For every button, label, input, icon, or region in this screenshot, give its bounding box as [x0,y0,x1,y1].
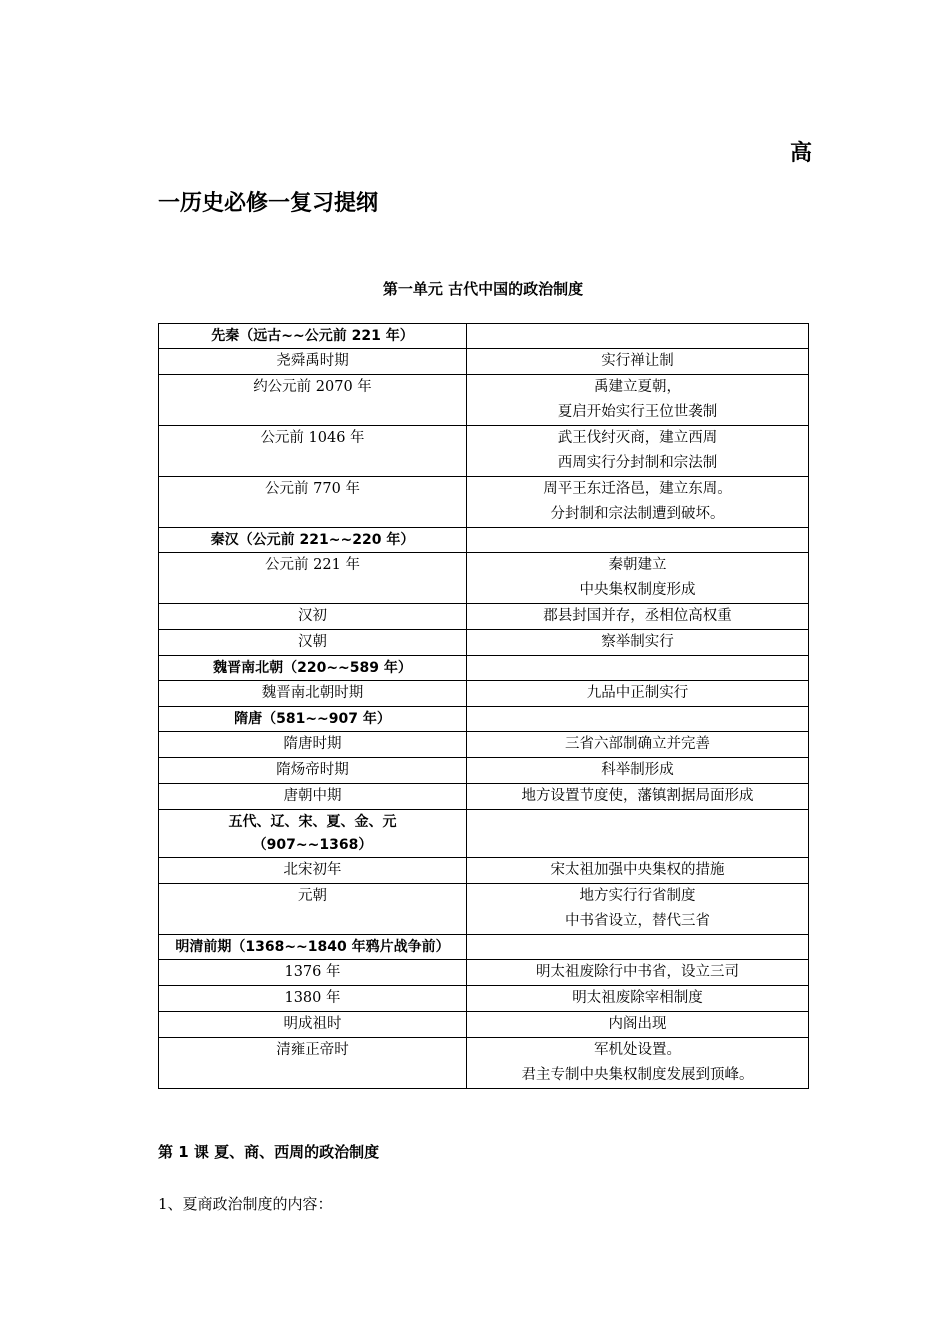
period-row [159,656,809,681]
time-cell: 北宋初年 [159,858,467,884]
event-cell: 郡县封国并存，丞相位高权重 [467,604,809,630]
table-row [159,858,809,884]
period-row [159,810,809,858]
document-title-part1: 高 [789,141,812,166]
event-cell: 周平王东迁洛邑，建立东周。 分封制和宗法制遭到破坏。 [467,477,809,528]
table-row [159,553,809,604]
table-row [159,884,809,935]
time-cell: 汉朝 [159,630,467,656]
time-cell: 1380 年 [159,986,467,1012]
table-row [159,375,809,426]
event-cell: 科举制形成 [467,758,809,784]
event-cell [467,656,809,681]
event-cell: 禹建立夏朝， 夏启开始实行王位世袭制 [467,375,809,426]
period-row [159,528,809,553]
table-row [159,784,809,810]
event-cell [467,810,809,858]
period-label: 明清前期（1368~~1840 年鸦片战争前） [159,935,467,960]
time-cell: 隋唐时期 [159,732,467,758]
table-row [159,681,809,707]
event-cell [467,707,809,732]
event-cell: 地方设置节度使，藩镇割据局面形成 [467,784,809,810]
time-cell: 元朝 [159,884,467,935]
history-outline-table [158,323,809,1089]
table-row [159,986,809,1012]
event-cell: 地方实行行省制度 中书省设立，替代三省 [467,884,809,935]
event-cell: 武王伐纣灭商，建立西周 西周实行分封制和宗法制 [467,426,809,477]
period-row [159,935,809,960]
table-row [159,732,809,758]
event-cell [467,324,809,349]
event-cell: 军机处设置。 君主专制中央集权制度发展到顶峰。 [467,1038,809,1089]
table-row [159,630,809,656]
section-item: 1、夏商政治制度的内容： [158,1195,333,1213]
table-row [159,1038,809,1089]
time-cell: 汉初 [159,604,467,630]
document-title-part2: 一历史必修一复习提纲 [158,191,379,216]
time-cell: 约公元前 2070 年 [159,375,467,426]
table-row [159,960,809,986]
table-row [159,604,809,630]
time-cell: 明成祖时 [159,1012,467,1038]
time-cell: 尧舜禹时期 [159,349,467,375]
period-row [159,324,809,349]
event-cell: 明太祖废除宰相制度 [467,986,809,1012]
time-cell: 公元前 221 年 [159,553,467,604]
period-label: 隋唐（581~~907 年） [159,707,467,732]
table-row [159,477,809,528]
time-cell: 魏晋南北朝时期 [159,681,467,707]
event-cell: 宋太祖加强中央集权的措施 [467,858,809,884]
period-label: 秦汉（公元前 221~~220 年） [159,528,467,553]
period-row [159,707,809,732]
event-cell: 三省六部制确立并完善 [467,732,809,758]
event-cell: 明太祖废除行中书省，设立三司 [467,960,809,986]
event-cell: 秦朝建立 中央集权制度形成 [467,553,809,604]
lesson-title: 第 1 课 夏、商、西周的政治制度 [158,1143,380,1161]
table-row [159,426,809,477]
event-cell [467,528,809,553]
time-cell: 公元前 770 年 [159,477,467,528]
time-cell: 1376 年 [159,960,467,986]
table-row [159,1012,809,1038]
period-label: 五代、辽、宋、夏、金、元 （907~~1368） [159,810,467,858]
table-row [159,349,809,375]
time-cell: 隋炀帝时期 [159,758,467,784]
time-cell: 唐朝中期 [159,784,467,810]
event-cell: 察举制实行 [467,630,809,656]
event-cell: 实行禅让制 [467,349,809,375]
unit-title: 第一单元 古代中国的政治制度 [382,280,584,298]
time-cell: 清雍正帝时 [159,1038,467,1089]
table-row [159,758,809,784]
time-cell: 公元前 1046 年 [159,426,467,477]
period-label: 先秦（远古~~公元前 221 年） [159,324,467,349]
event-cell [467,935,809,960]
period-label: 魏晋南北朝（220~~589 年） [159,656,467,681]
event-cell: 九品中正制实行 [467,681,809,707]
event-cell: 内阁出现 [467,1012,809,1038]
